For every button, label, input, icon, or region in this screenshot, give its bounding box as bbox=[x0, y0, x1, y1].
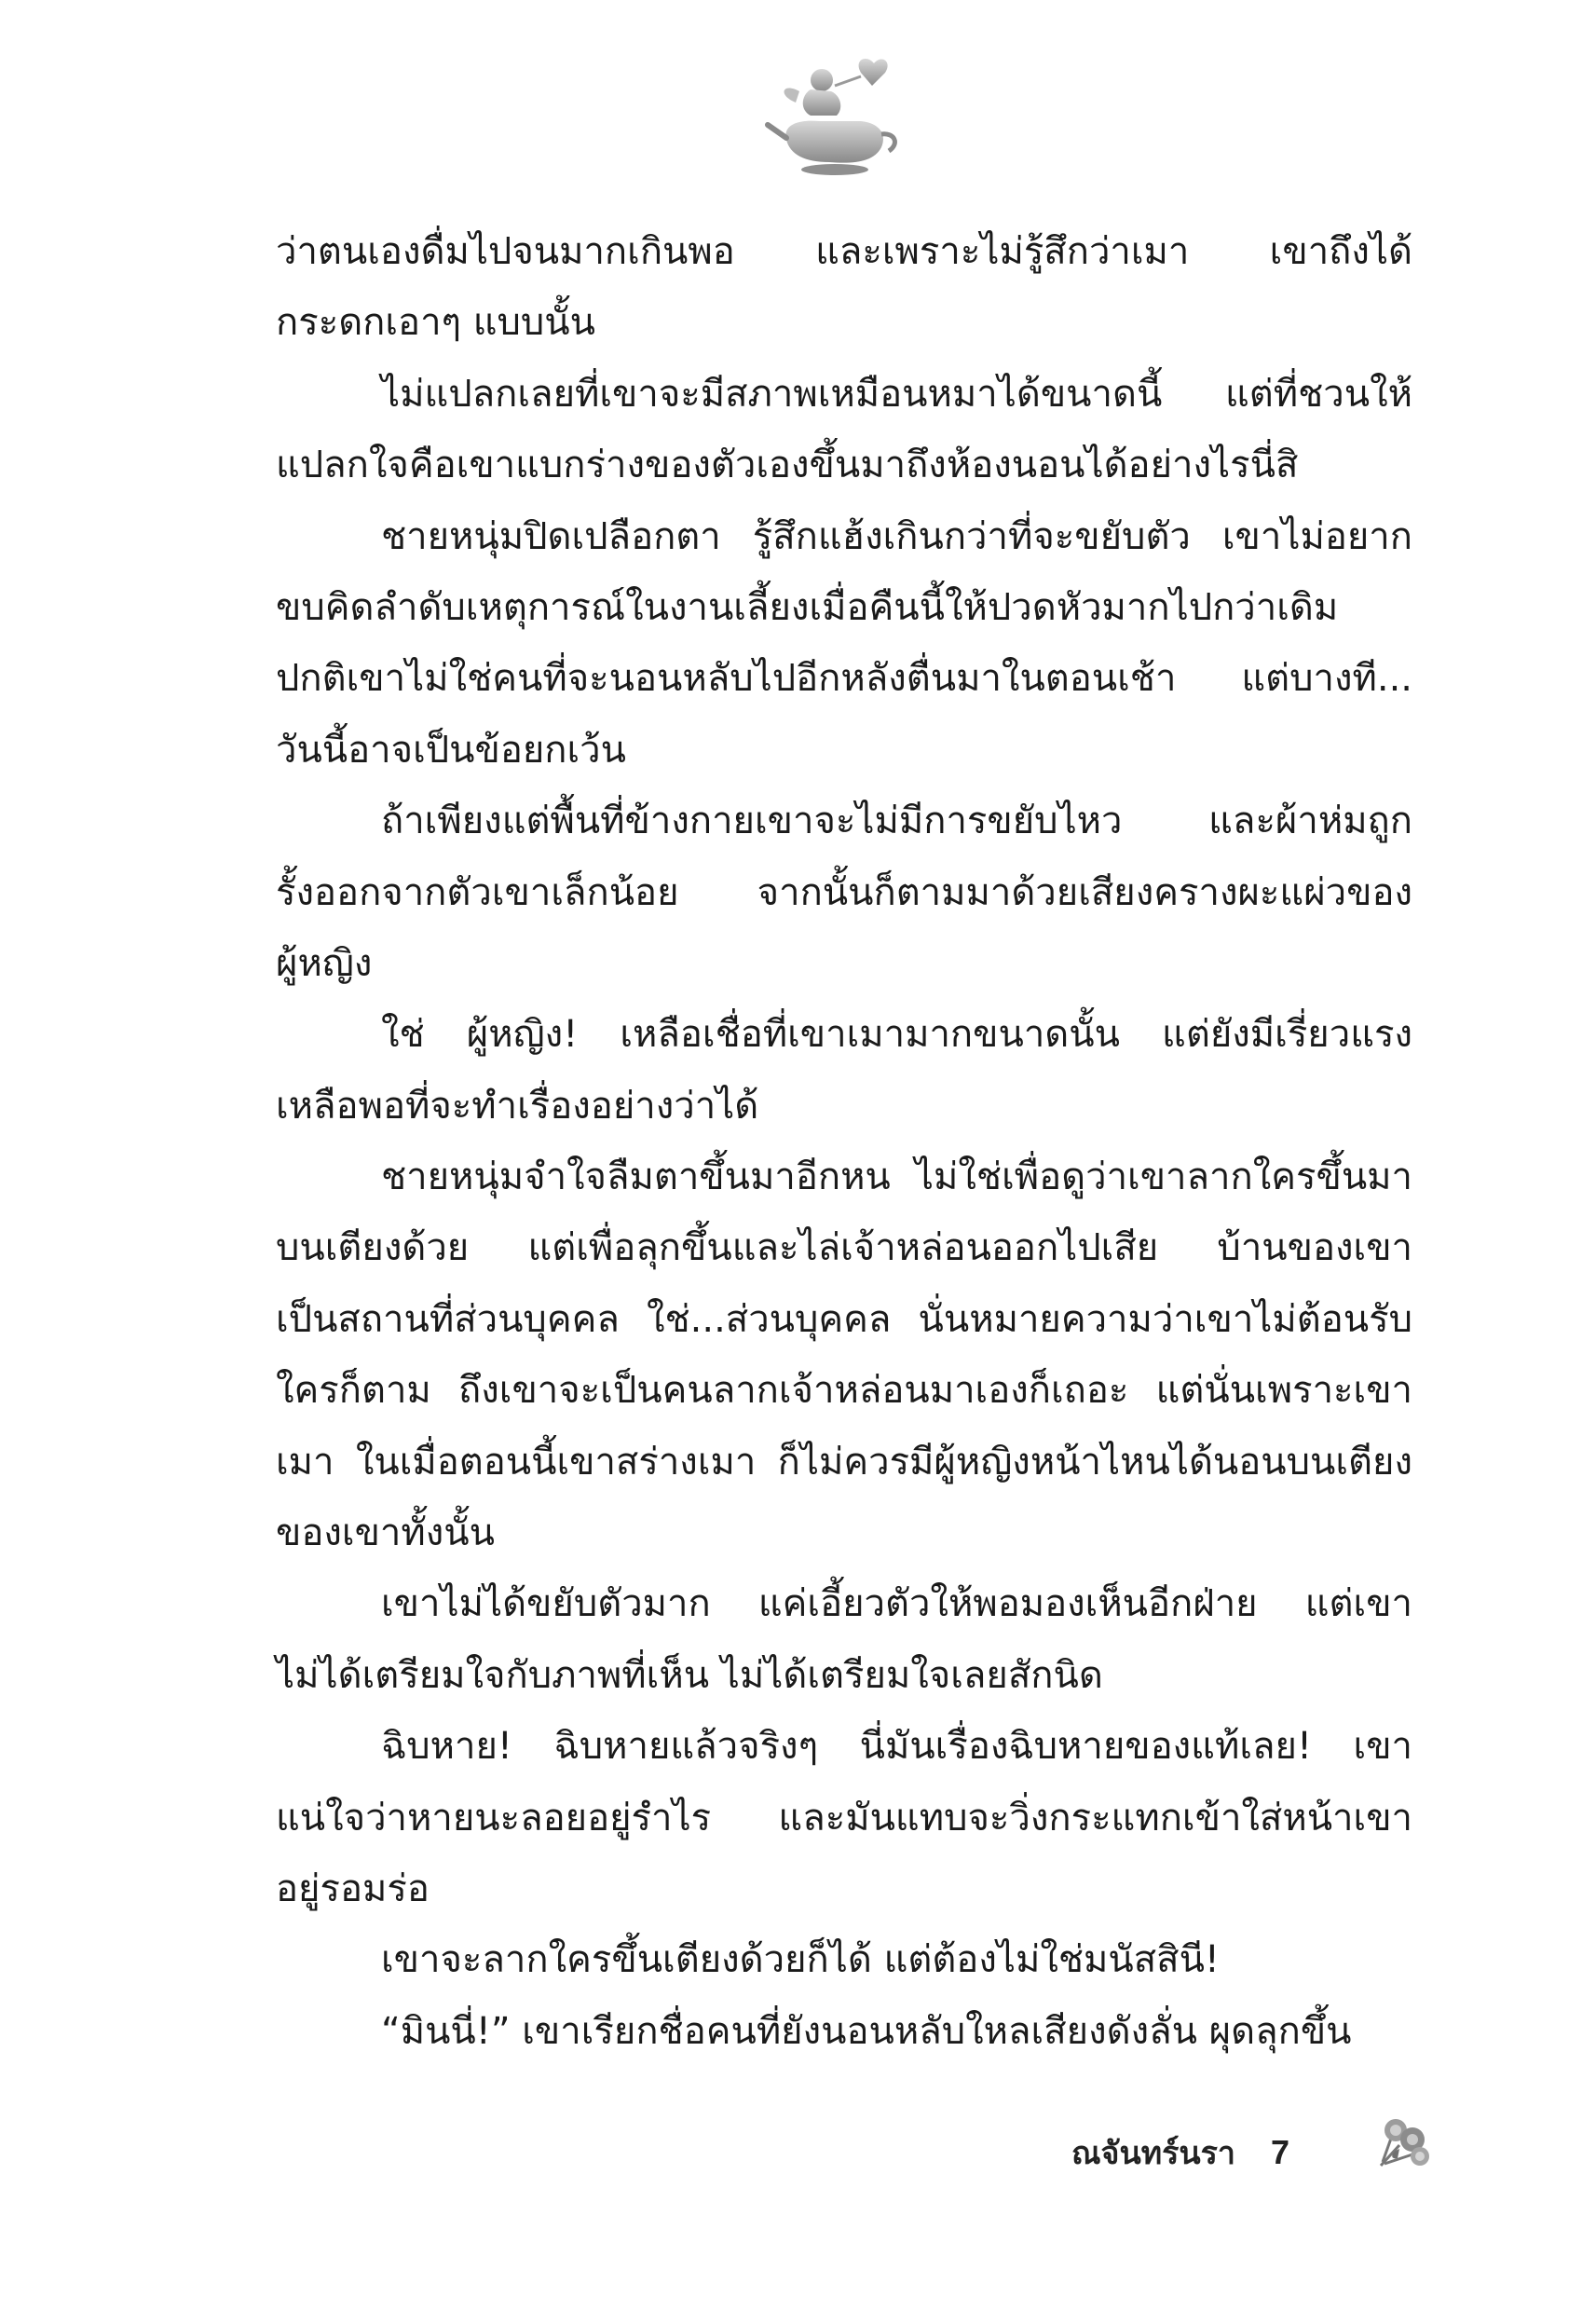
text-line: กระดกเอาๆ แบบนั้น bbox=[276, 301, 595, 345]
teapot-cherub-ornament-icon bbox=[764, 54, 904, 185]
text-line: ถ้าเพียงแต่พื้นที่ข้างกายเขาจะไม่มีการขยับไหว และผ้าห่มถูก bbox=[381, 800, 1412, 843]
text-line: บนเตียงด้วย แต่เพื่อลุกขึ้นและไล่เจ้าหล่อนออกไปเสีย บ้านของเขา bbox=[276, 1226, 1412, 1270]
flower-bouquet-icon bbox=[1371, 2108, 1437, 2173]
text-line: ผู้หญิง bbox=[276, 941, 373, 985]
text-line: วันนี้อาจเป็นข้อยกเว้น bbox=[276, 728, 626, 772]
text-line: เหลือพอที่จะทำเรื่องอย่างว่าได้ bbox=[276, 1084, 759, 1128]
body-text bbox=[276, 216, 1412, 2067]
page-footer bbox=[1071, 2125, 1289, 2181]
text-line: ของเขาทั้งนั้น bbox=[276, 1511, 495, 1555]
author-name: ณจันทร์นรา bbox=[1071, 2135, 1235, 2172]
text-line: เป็นสถานที่ส่วนบุคคล ใช่...ส่วนบุคคล นั่นหมายความว่าเขาไม่ต้อนรับ bbox=[276, 1297, 1412, 1341]
text-line: ชายหนุ่มปิดเปลือกตา รู้สึกแฮ้งเกินกว่าที่จะขยับตัว เขาไม่อยาก bbox=[381, 514, 1412, 558]
text-line: แปลกใจคือเขาแบกร่างของตัวเองขึ้นมาถึงห้องนอนได้อย่างไรนี่สิ bbox=[276, 444, 1299, 487]
text-line: ใช่ ผู้หญิง! เหลือเชื่อที่เขาเมามากขนาดนั้น แต่ยังมีเรี่ยวแรง bbox=[381, 1013, 1412, 1057]
text-line: ขบคิดลำดับเหตุการณ์ในงานเลี้ยงเมื่อคืนนี้ให้ปวดหัวมากไปกว่าเดิม bbox=[276, 585, 1339, 629]
text-line: แน่ใจว่าหายนะลอยอยู่รำไร และมันแทบจะวิ่งกระแทกเข้าใส่หน้าเขา bbox=[276, 1796, 1412, 1839]
text-line: ว่าตนเองดื่มไปจนมากเกินพอ และเพราะไม่รู้สึกว่าเมา เขาถึงได้ bbox=[276, 230, 1412, 273]
text-line: ฉิบหาย! ฉิบหายแล้วจริงๆ นี่มันเรื่องฉิบหายของแท้เลย! เขา bbox=[381, 1725, 1412, 1769]
text-line: อยู่รอมร่อ bbox=[276, 1867, 430, 1910]
text-line: ชายหนุ่มจำใจลืมตาขึ้นมาอีกหน ไม่ใช่เพื่อดูว่าเขาลากใครขึ้นมา bbox=[381, 1156, 1412, 1199]
text-line: เขาจะลากใครขึ้นเตียงด้วยก็ได้ แต่ต้องไม่ใช่มนัสสินี! bbox=[381, 1938, 1220, 1982]
page-number: 7 bbox=[1270, 2133, 1290, 2171]
text-line: ไม่ได้เตรียมใจกับภาพที่เห็น ไม่ได้เตรียมใจเลยสักนิด bbox=[276, 1653, 1103, 1697]
text-line: รั้งออกจากตัวเขาเล็กน้อย จากนั้นก็ตามมาด้วยเสียงครางผะแผ่วของ bbox=[276, 870, 1412, 914]
text-line: ปกติเขาไม่ใช่คนที่จะนอนหลับไปอีกหลังตื่นมาในตอนเช้า แต่บางที... bbox=[276, 657, 1412, 701]
text-line: ใครก็ตาม ถึงเขาจะเป็นคนลากเจ้าหล่อนมาเองก็เถอะ แต่นั่นเพราะเขา bbox=[276, 1369, 1412, 1413]
text-line: “มินนี่!” เขาเรียกชื่อคนที่ยังนอนหลับใหลเสียงดังลั่น ผุดลุกขึ้น bbox=[381, 2009, 1352, 2053]
text-line: เขาไม่ได้ขยับตัวมาก แค่เอี้ยวตัวให้พอมองเห็นอีกฝ่าย แต่เขา bbox=[381, 1582, 1412, 1626]
text-line: เมา ในเมื่อตอนนี้เขาสร่างเมา ก็ไม่ควรมีผู้หญิงหน้าไหนได้นอนบนเตียง bbox=[276, 1440, 1412, 1484]
text-line: ไม่แปลกเลยที่เขาจะมีสภาพเหมือนหมาได้ขนาดนี้ แต่ที่ชวนให้ bbox=[381, 372, 1412, 416]
